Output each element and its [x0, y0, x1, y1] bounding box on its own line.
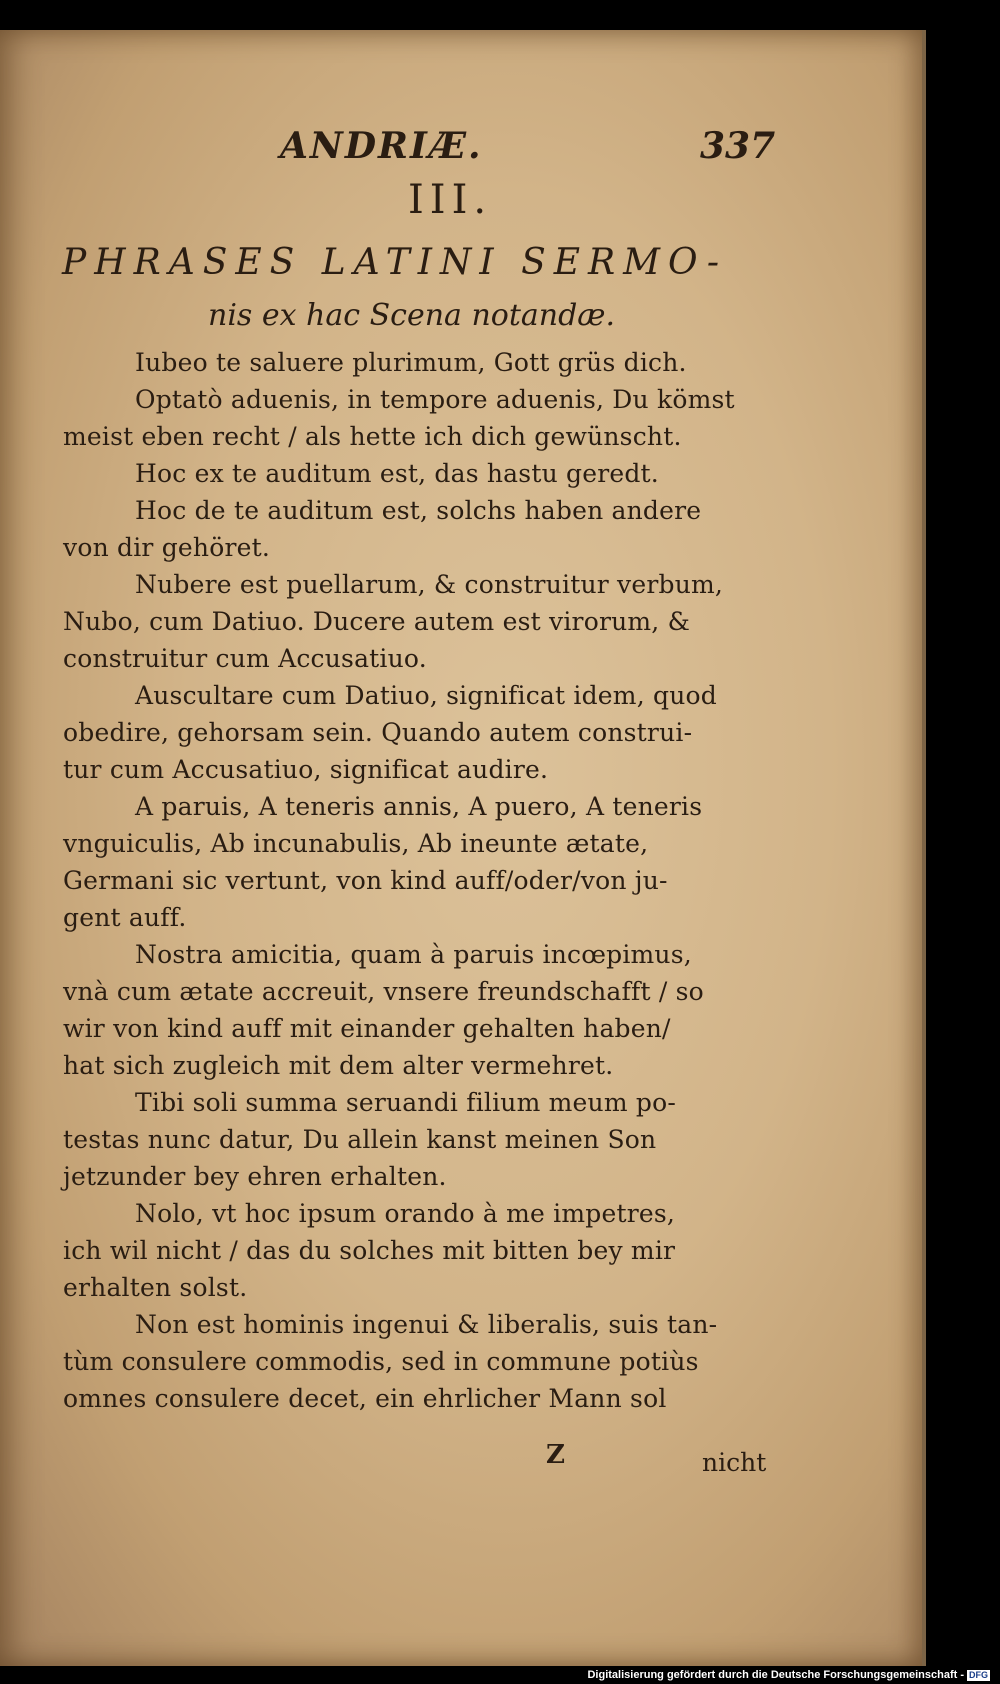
catchword: nicht — [702, 1448, 767, 1477]
body-line: Nubo, cum Datiuo. Ducere autem est virorum, & — [63, 607, 691, 636]
body-line: Auscultare cum Datiuo, significat idem, quod — [135, 681, 717, 710]
running-head: ANDRIÆ. — [280, 125, 483, 167]
body-line: obedire, gehorsam sein. Quando autem construi- — [63, 718, 693, 747]
body-line: Tibi soli summa seruandi filium meum po- — [135, 1088, 677, 1117]
body-line: meist eben recht / als hette ich dich gewünscht. — [63, 422, 682, 451]
body-line: Nubere est puellarum, & construitur verbum, — [135, 570, 724, 599]
body-line: Hoc de te auditum est, solchs haben andere — [135, 496, 702, 525]
body-line: Optatò aduenis, in tempore aduenis, Du kömst — [135, 385, 735, 414]
section-number: III. — [408, 177, 493, 223]
signature-mark: Z — [546, 1440, 565, 1470]
section-title-line-2: nis ex hac Scena notandæ. — [208, 298, 616, 333]
footer-text: Digitalisierung gefördert durch die Deutsche Forschungsgemeinschaft - — [587, 1669, 964, 1681]
body-line: erhalten solst. — [63, 1273, 248, 1302]
book-page — [0, 30, 926, 1666]
body-line: Nolo, vt hoc ipsum orando à me impetres, — [135, 1199, 676, 1228]
body-line: vnguiculis, Ab incunabulis, Ab ineunte ætate, — [63, 829, 649, 858]
body-line: Nostra amicitia, quam à paruis incœpimus, — [135, 940, 692, 969]
dfg-logo-icon: DFG — [969, 1669, 988, 1680]
body-line: hat sich zugleich mit dem alter vermehret. — [63, 1051, 614, 1080]
body-line: construitur cum Accusatiuo. — [63, 644, 427, 673]
body-line: Non est hominis ingenui & liberalis, suis tan- — [135, 1310, 718, 1339]
body-line: Germani sic vertunt, von kind auff/oder/von ju- — [63, 866, 668, 895]
body-line: gent auff. — [63, 903, 187, 932]
body-line: omnes consulere decet, ein ehrlicher Mann sol — [63, 1384, 667, 1413]
body-line: vnà cum ætate accreuit, vnsere freundschafft / so — [63, 977, 704, 1006]
body-line: von dir gehöret. — [63, 533, 271, 562]
page-number: 337 — [700, 125, 776, 167]
body-line: tur cum Accusatiuo, significat audire. — [63, 755, 549, 784]
body-line: testas nunc datur, Du allein kanst meinen Son — [63, 1125, 657, 1154]
body-line: tùm consulere commodis, sed in commune potiùs — [63, 1347, 699, 1376]
body-line: jetzunder bey ehren erhalten. — [63, 1162, 447, 1191]
body-line: Hoc ex te auditum est, das hastu geredt. — [135, 459, 659, 488]
body-line: Iubeo te saluere plurimum, Gott grüs dich. — [135, 348, 687, 377]
body-line: wir von kind auff mit einander gehalten haben/ — [63, 1014, 671, 1043]
body-line: A paruis, A teneris annis, A puero, A teneris — [135, 792, 703, 821]
body-line: ich wil nicht / das du solches mit bitten bey mir — [63, 1236, 676, 1265]
footer-credit — [587, 1669, 990, 1681]
section-title-line-1: PHRASES LATINI SERMO- — [62, 242, 728, 283]
